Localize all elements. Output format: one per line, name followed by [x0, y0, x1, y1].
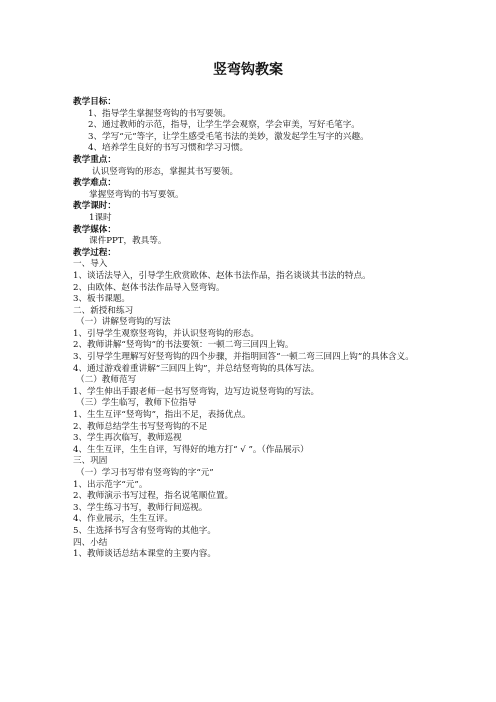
text-line: 2、通过教师的示范，指导，让学生学会观察，学会审美，写好毛笔字。 [88, 120, 360, 131]
subsection-heading: 四、小结 [73, 537, 108, 548]
subsection-heading: 二、新授和练习 [73, 305, 134, 316]
subsection-heading: 三、巩固 [73, 456, 108, 467]
text-line: 1、谈话法导入，引导学生欣赏欧体、赵体书法作品，指名谈谈其书法的特点。 [73, 270, 371, 281]
text-line: 1、学生伸出手跟老师一起书写竖弯钩，边写边说竖弯钩的写法。 [73, 386, 320, 397]
text-line: 3、学写“元”等字，让学生感受毛笔书法的美妙，激发起学生写字的兴趣。 [88, 131, 369, 142]
section-heading-media: 教学媒体： [73, 224, 116, 235]
text-line: 2、由欧体、赵体书法作品导入竖弯钩。 [73, 282, 225, 293]
text-line: 2、教师总结学生书写竖弯钩的不足 [73, 421, 208, 432]
text-line: 4、作业展示，生生互评。 [73, 514, 173, 525]
text-line: 1、引导学生观察竖弯钩，并认识竖弯钩的形态。 [73, 328, 259, 339]
section-heading-class-hours: 教学课时： [73, 201, 116, 212]
section-heading-objectives: 教学目标： [73, 97, 116, 107]
sub-subsection-heading: （一）学习书写带有竖弯钩的字“元” [76, 468, 214, 478]
text-line: 3、学生再次临写，教师巡视 [73, 433, 182, 444]
text-line: 4、通过游戏着重讲解“三回四上钩”，并总结竖弯钩的具体写法。 [73, 363, 320, 374]
text-line: 1、生生互评“竖弯钩”，指出不足，表扬优点。 [73, 410, 251, 421]
section-heading-key-points: 教学重点： [73, 154, 116, 165]
text-line: 4、培养学生良好的书写习惯和学习习惯。 [88, 143, 249, 154]
text-line: 认识竖弯钩的形态，掌握其书写要领。 [92, 166, 239, 177]
text-line: 3、板书课题。 [73, 294, 131, 305]
sub-subsection-heading: （三）学生临写，教师下位指导 [76, 398, 197, 409]
page-title: 竖弯钩教案 [213, 62, 283, 78]
section-heading-difficulties: 教学难点： [73, 178, 116, 189]
text-line: 3、学生练习书写，教师行间巡视。 [73, 502, 208, 513]
text-line: 课件PPT，教具等。 [89, 236, 167, 247]
section-heading-process: 教学过程： [73, 247, 116, 258]
document-body [73, 97, 433, 561]
text-line: 5、生选择书写含有竖弯钩的其他字。 [73, 525, 216, 536]
text-line: 4、生生互评，生生自评，写得好的地方打“ √ ”。（作品展示） [73, 444, 309, 455]
text-line: 3、引导学生理解写好竖弯钩的四个步骤，并指明回答“一顿二弯三回四上钩”的具体含义。 [73, 352, 414, 363]
text-line: 掌握竖弯钩的书写要领。 [89, 189, 184, 200]
text-line: 2、教师演示书写过程，指名说笔顺位置。 [73, 491, 234, 502]
sub-subsection-heading: （一）讲解竖弯钩的写法 [76, 317, 171, 328]
sub-subsection-heading: （二）教师范写 [76, 375, 137, 386]
text-line: 1、出示范字“元”。 [73, 479, 148, 490]
subsection-heading: 一、导入 [73, 259, 108, 270]
text-line: 1课时 [89, 212, 112, 223]
text-line: 1、指导学生掌握竖弯钩的书写要领。 [88, 108, 231, 119]
text-line: 2、教师讲解“竖弯钩”的书法要领：一顿二弯三回四上钩。 [73, 340, 294, 351]
text-line: 1、教师谈话总结本课堂的主要内容。 [73, 549, 216, 560]
